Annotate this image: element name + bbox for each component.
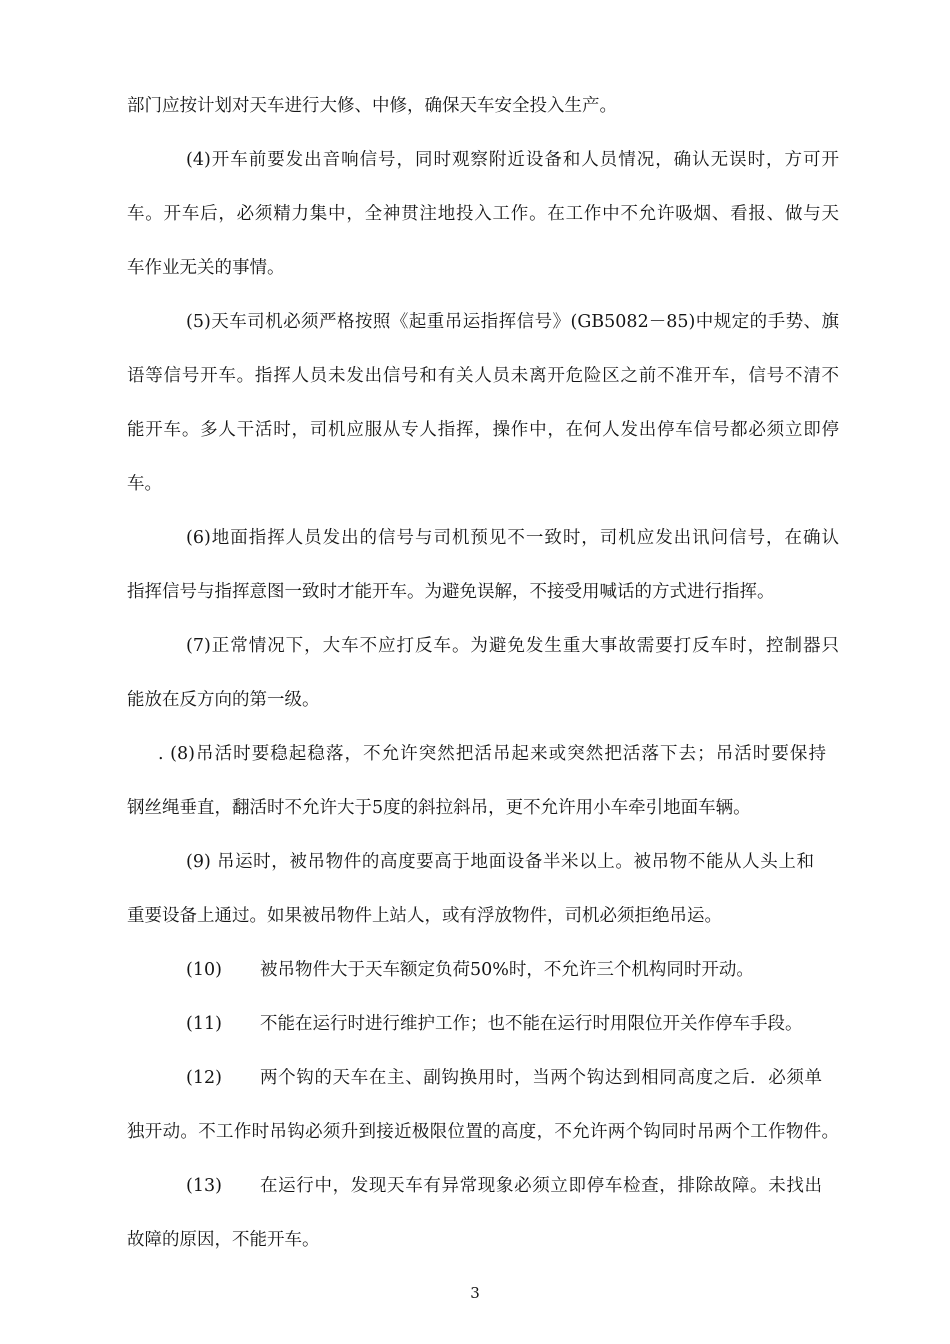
- page-number: 3: [470, 1284, 480, 1302]
- item-text: 被吊物件大于天车额定负荷50%时，不允许三个机构同时开动。: [260, 960, 754, 980]
- item-text: 不能在运行时进行维护工作；也不能在运行时用限位开关作停车手段。: [260, 1014, 803, 1034]
- numbered-item: [186, 1066, 822, 1090]
- text-line: 故障的原因，不能开车。: [127, 1230, 320, 1250]
- item-number: (11): [186, 1014, 222, 1034]
- text-line: (5)天车司机必须严格按照《起重吊运指挥信号》(GB5082－85)中规定的手势、旗: [186, 312, 839, 332]
- numbered-item: [186, 958, 839, 982]
- text-line: 车作业无关的事情。: [127, 258, 285, 278]
- text-line: 指挥信号与指挥意图一致时才能开车。为避免误解，不接受用喊话的方式进行指挥。: [127, 582, 775, 602]
- text-line: (9) 吊运时，被吊物件的高度要高于地面设备半米以上。被吊物不能从人头上和: [186, 852, 814, 872]
- text-line: 钢丝绳垂直，翻活时不允许大于5度的斜拉斜吊，更不允许用小车牵引地面车辆。: [127, 798, 751, 818]
- text-line: 语等信号开车。指挥人员未发出信号和有关人员未离开危险区之前不准开车，信号不清不: [127, 366, 839, 386]
- text-line: 车。: [127, 474, 162, 494]
- numbered-item: [186, 1012, 839, 1036]
- text-line: 重要设备上通过。如果被吊物件上站人，或有浮放物件，司机必须拒绝吊运。: [127, 906, 722, 926]
- text-line: 能开车。多人干活时，司机应服从专人指挥，操作中，在何人发出停车信号都必须立即停: [127, 420, 839, 440]
- item-text: 两个钩的天车在主、副钩换用时，当两个钩达到相同高度之后．必须单: [260, 1068, 822, 1088]
- text-line: . (8)吊活时要稳起稳落，不允许突然把活吊起来或突然把活落下去；吊活时要保持: [158, 744, 826, 764]
- text-line: 独开动。不工作时吊钩必须升到接近极限位置的高度，不允许两个钩同时吊两个工作物件。: [127, 1122, 839, 1142]
- text-line: 部门应按计划对天车进行大修、中修，确保天车安全投入生产。: [127, 96, 617, 116]
- numbered-item: [186, 1174, 822, 1198]
- item-text: 在运行中，发现天车有异常现象必须立即停车检查，排除故障。未找出: [260, 1176, 822, 1196]
- text-line: (4)开车前要发出音响信号，同时观察附近设备和人员情况，确认无误时，方可开: [186, 150, 839, 170]
- text-line: (7)正常情况下，大车不应打反车。为避免发生重大事故需要打反车时，控制器只: [186, 636, 839, 656]
- item-number: (10): [186, 960, 222, 980]
- item-number: (12): [186, 1068, 222, 1088]
- text-line: 车。开车后，必须精力集中，全神贯注地投入工作。在工作中不允许吸烟、看报、做与天: [127, 204, 839, 224]
- text-line: 能放在反方向的第一级。: [127, 690, 320, 710]
- item-number: (13): [186, 1176, 222, 1196]
- text-line: (6)地面指挥人员发出的信号与司机预见不一致时，司机应发出讯问信号，在确认: [186, 528, 839, 548]
